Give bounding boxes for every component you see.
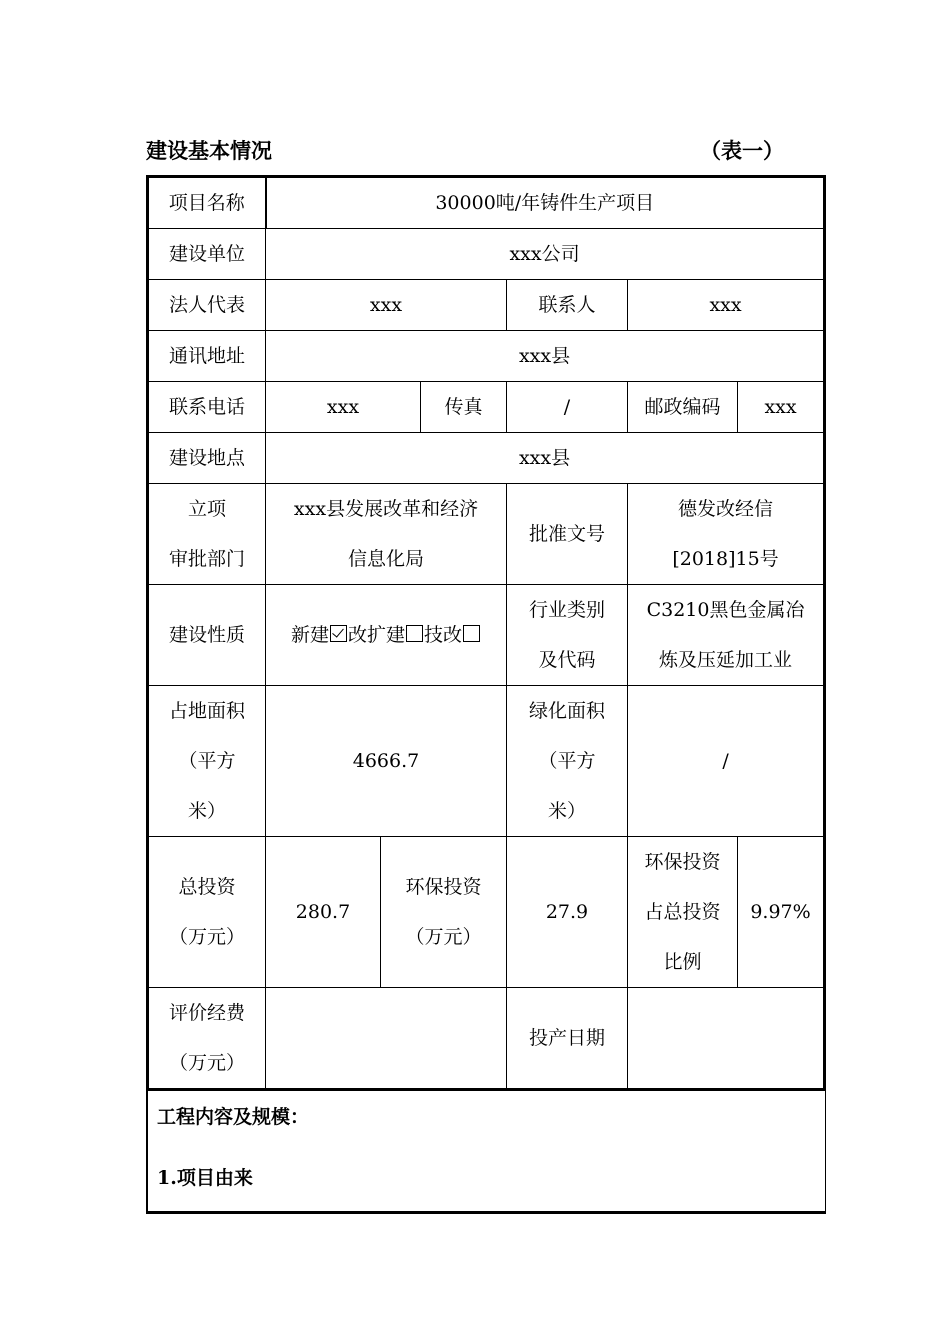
page-heading: [146, 135, 826, 169]
table-row: [148, 382, 825, 433]
industry-value: C3210黑色金属冶 炼及压延加工业: [628, 585, 825, 686]
basic-info-table: [146, 175, 826, 1091]
site-value: xxx县: [266, 433, 825, 484]
table-row: [148, 331, 825, 382]
builder-label: 建设单位: [148, 229, 266, 280]
green-area-value: /: [628, 686, 825, 837]
builder-value: xxx公司: [266, 229, 825, 280]
legal-rep-label: 法人代表: [148, 280, 266, 331]
production-date-label: 投产日期: [507, 988, 628, 1090]
env-ratio-value: 9.97%: [738, 837, 825, 988]
approval-dept-label: 立项 审批部门: [148, 484, 266, 585]
table-row: [148, 837, 825, 988]
legal-rep-value: xxx: [266, 280, 507, 331]
project-content-section: [146, 1085, 826, 1214]
area-label: 占地面积 （平方 米）: [148, 686, 266, 837]
section-title: 工程内容及规模：: [157, 1106, 310, 1128]
table-row: [148, 988, 825, 1090]
table-row: [148, 686, 825, 837]
zip-label: 邮政编码: [628, 382, 738, 433]
env-investment-label: 环保投资 （万元）: [381, 837, 507, 988]
new-build-checkbox[interactable]: [330, 625, 347, 642]
phone-value: xxx: [266, 382, 421, 433]
contact-label: 联系人: [507, 280, 628, 331]
green-area-label: 绿化面积 （平方 米）: [507, 686, 628, 837]
table-row: [148, 229, 825, 280]
industry-label: 行业类别 及代码: [507, 585, 628, 686]
table-row: [148, 280, 825, 331]
phone-label: 联系电话: [148, 382, 266, 433]
address-value: xxx县: [266, 331, 825, 382]
page-title: 建设基本情况: [146, 138, 272, 163]
project-name-label: 项目名称: [148, 177, 266, 229]
approval-dept-value: xxx县发展改革和经济 信息化局: [266, 484, 507, 585]
table-number: （表一）: [700, 138, 784, 163]
section-item-origin: 1.项目由来: [157, 1167, 253, 1189]
address-label: 通讯地址: [148, 331, 266, 382]
tech-upgrade-checkbox[interactable]: [463, 625, 480, 642]
total-investment-label: 总投资 （万元）: [148, 837, 266, 988]
project-name-value: 30000吨/年铸件生产项目: [266, 177, 825, 229]
nature-label: 建设性质: [148, 585, 266, 686]
total-investment-value: 280.7: [266, 837, 381, 988]
assessment-fee-value: [266, 988, 507, 1090]
env-investment-value: 27.9: [507, 837, 628, 988]
table-row: [148, 433, 825, 484]
fax-label: 传真: [421, 382, 507, 433]
fax-value: /: [507, 382, 628, 433]
table-row: [148, 484, 825, 585]
production-date-value: [628, 988, 825, 1090]
zip-value: xxx: [738, 382, 825, 433]
approval-doc-value: 德发改经信 [2018]15号: [628, 484, 825, 585]
assessment-fee-label: 评价经费 （万元）: [148, 988, 266, 1090]
site-label: 建设地点: [148, 433, 266, 484]
nature-options: 新建 改扩建 技改: [266, 585, 507, 686]
env-ratio-label: 环保投资 占总投资 比例: [628, 837, 738, 988]
table-row: [148, 177, 825, 229]
alteration-checkbox[interactable]: [406, 625, 423, 642]
approval-doc-label: 批准文号: [507, 484, 628, 585]
area-value: 4666.7: [266, 686, 507, 837]
table-row: [148, 585, 825, 686]
contact-value: xxx: [628, 280, 825, 331]
